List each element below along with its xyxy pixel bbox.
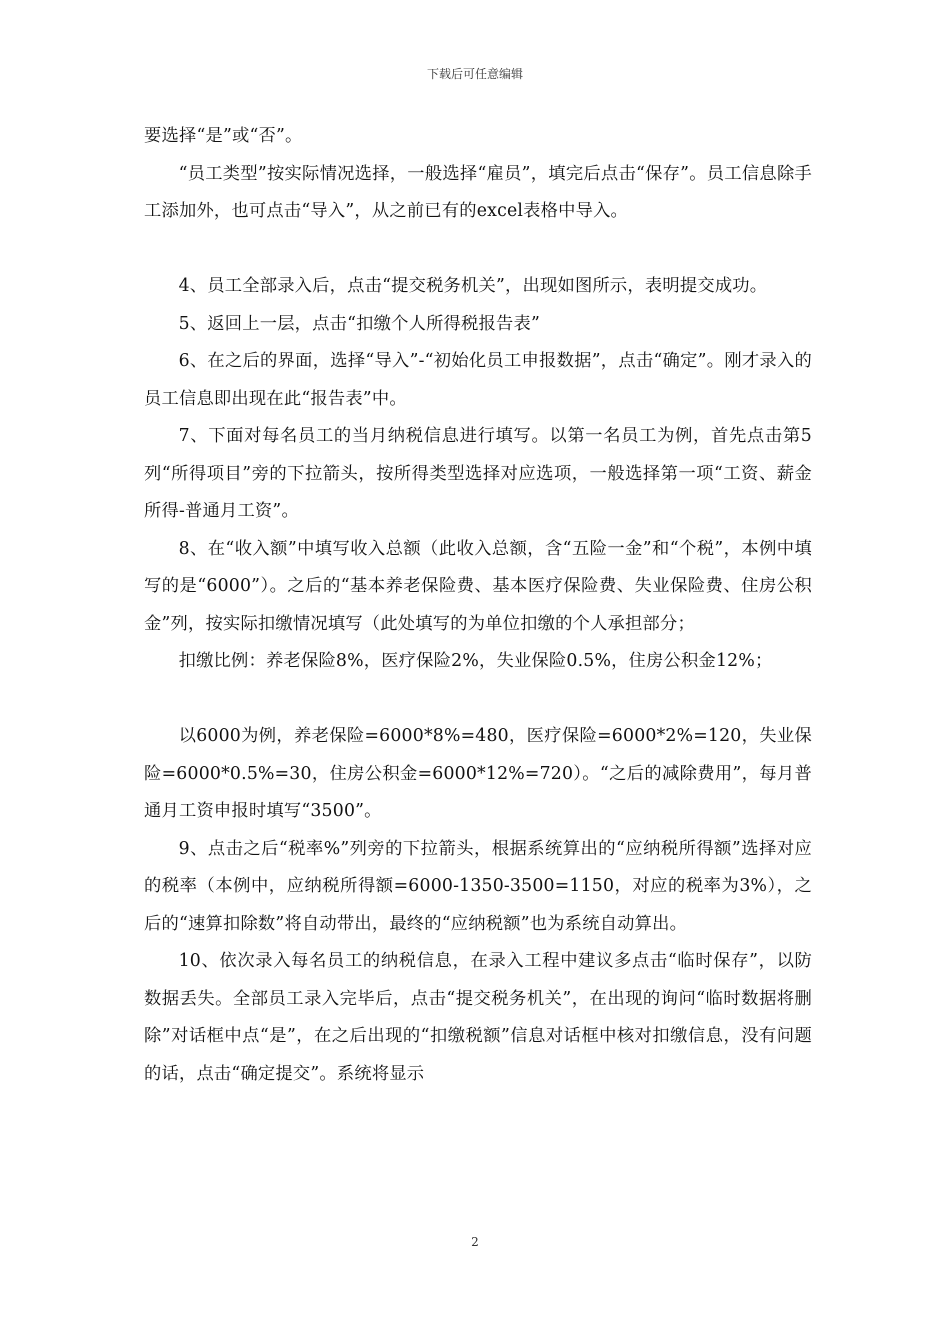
paragraph-2: “员工类型”按实际情况选择，一般选择“雇员”，填完后点击“保存”。员工信息除手工添加外，也可点击“导入”，从之前已有的excel表格中导入。 bbox=[144, 163, 812, 221]
paragraph-7: 8、在“收入额”中填写收入总额（此收入总额，含“五险一金”和“个税”，本例中填写的是“6000”）。之后的“基本养老保险费、基本医疗保险费、失业保险费、住房公积金”列，按实际扣缴情况填写（此处填写的为单位扣缴的个人承担部分； bbox=[144, 538, 812, 634]
paragraph-9: 以6000为例，养老保险=6000*8%=480，医疗保险=6000*2%=120，失业保险=6000*0.5%=30，住房公积金=6000*12%=720）。“之后的减除费用”，每月普通月工资申报时填写“3500”。 bbox=[144, 726, 812, 821]
paragraph-5: 6、在之后的界面，选择“导入”-“初始化员工申报数据”，点击“确定”。刚才录入的员工信息即出现在此“报告表”中。 bbox=[144, 351, 812, 409]
paragraph-10: 9、点击之后“税率%”列旁的下拉箭头，根据系统算出的“应纳税所得额”选择对应的税率（本例中，应纳税所得额=6000-1350-3500=1150，对应的税率为3%），之后的“速算扣除数”将自动带出，最终的“应纳税额”也为系统自动算出。 bbox=[144, 838, 812, 934]
paragraph-11: 10、依次录入每名员工的纳税信息，在录入工程中建议多点击“临时保存”，以防数据丢失。全部员工录入完毕后，点击“提交税务机关”，在出现的询问“临时数据将删除”对话框中点“是”，在之后出现的“扣缴税额”信息对话框中核对扣缴信息，没有问题的话，点击“确定提交”。系统将显示 bbox=[144, 951, 812, 1084]
paragraph-3: 4、员工全部录入后，点击“提交税务机关”，出现如图所示，表明提交成功。 bbox=[178, 276, 768, 296]
paragraph-gap bbox=[144, 231, 812, 269]
paragraph-1: 要选择“是”或“否”。 bbox=[144, 126, 303, 146]
document-body bbox=[144, 118, 812, 1093]
paragraph-8: 扣缴比例：养老保险8%，医疗保险2%，失业保险0.5%，住房公积金12%； bbox=[178, 651, 773, 671]
page-header: 下载后可任意编辑 bbox=[426, 67, 523, 81]
paragraph-6: 7、下面对每名员工的当月纳税信息进行填写。以第一名员工为例，首先点击第5列“所得项目”旁的下拉箭头，按所得类型选择对应选项，一般选择第一项“工资、薪金所得-普通月工资”。 bbox=[144, 426, 812, 521]
paragraph-4: 5、返回上一层，点击“扣缴个人所得税报告表” bbox=[178, 313, 541, 334]
paragraph-gap bbox=[144, 681, 812, 719]
page-number: 2 bbox=[471, 1235, 479, 1249]
